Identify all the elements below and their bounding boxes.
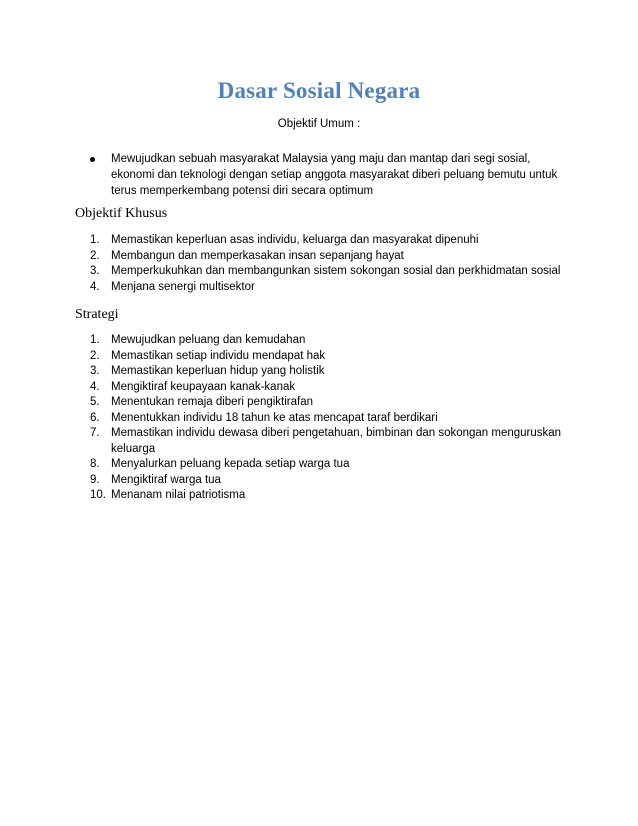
list-item bbox=[90, 249, 570, 265]
list-item-text: Memastikan setiap individu mendapat hak bbox=[111, 349, 326, 362]
list-item bbox=[90, 488, 570, 504]
list-item-number: 10. bbox=[90, 489, 106, 501]
list-item bbox=[90, 333, 570, 349]
list-item-text: Menentukkan individu 18 tahun ke atas mencapat taraf berdikari bbox=[111, 411, 438, 424]
list-item-number: 7. bbox=[90, 427, 100, 439]
list-item bbox=[90, 473, 570, 489]
page-title: Dasar Sosial Negara bbox=[217, 78, 421, 103]
list-item-text: Memastikan keperluan hidup yang holistik bbox=[111, 365, 325, 377]
list-item-text: Menanam nilai patriotisma bbox=[111, 489, 246, 501]
list-item bbox=[90, 151, 570, 199]
list-item-number: 3. bbox=[90, 265, 100, 277]
list-item bbox=[90, 395, 570, 411]
list-item-number: 4. bbox=[90, 280, 100, 293]
list-item-text: Memastikan keperluan asas individu, keluarga dan masyarakat dipenuhi bbox=[111, 234, 479, 246]
list-item bbox=[90, 364, 570, 380]
list-item bbox=[90, 349, 570, 365]
list-item-text: Menjana senergi multisektor bbox=[111, 280, 255, 293]
bullet-icon bbox=[90, 157, 95, 162]
list-item-number: 4. bbox=[90, 380, 100, 393]
list-item bbox=[90, 264, 570, 280]
list-item-text: Memperkukuhkan dan membangunkan sistem sokongan sosial dan perkhidmatan sosial bbox=[111, 265, 561, 277]
strategi-list bbox=[90, 333, 570, 504]
list-item bbox=[90, 426, 570, 457]
list-item-text: Menentukan remaja diberi pengiktirafan bbox=[111, 396, 314, 408]
list-item-number: 5. bbox=[90, 396, 100, 408]
list-item bbox=[90, 380, 570, 396]
objektif-khusus-heading: Objektif Khusus bbox=[75, 206, 168, 221]
list-item-number: 6. bbox=[90, 411, 100, 424]
list-item-number: 3. bbox=[90, 365, 100, 377]
objektif-umum-list bbox=[90, 151, 570, 199]
list-item-number: 2. bbox=[90, 349, 100, 362]
list-item-number: 1. bbox=[90, 234, 100, 246]
objektif-umum-label: Objektif Umum : bbox=[277, 118, 361, 130]
strategi-heading: Strategi bbox=[75, 307, 119, 322]
list-item-text: Menyalurkan peluang kepada setiap warga tua bbox=[111, 458, 350, 470]
list-item bbox=[90, 457, 570, 473]
list-item bbox=[90, 411, 570, 427]
list-item-text: Mengiktiraf keupayaan kanak-kanak bbox=[111, 380, 296, 393]
list-item bbox=[90, 233, 570, 249]
list-item-number: 1. bbox=[90, 334, 100, 346]
list-item bbox=[90, 280, 570, 296]
list-item-number: 2. bbox=[90, 249, 100, 262]
list-item-text: Memastikan individu dewasa diberi pengetahuan, bimbinan dan sokongan menguruskan keluarga bbox=[111, 427, 562, 455]
list-item-text: Membangun dan memperkasakan insan sepanjang hayat bbox=[111, 249, 404, 262]
list-item-text: Mewujudkan peluang dan kemudahan bbox=[111, 334, 306, 346]
objektif-khusus-list bbox=[90, 233, 570, 295]
list-item-text: Mengiktiraf warga tua bbox=[111, 473, 221, 486]
list-item-number: 8. bbox=[90, 458, 100, 470]
list-item-text: Mewujudkan sebuah masyarakat Malaysia yang maju dan mantap dari segi sosial, ekonomi dan teknologi dengan setiap anggota masyarakat diberi peluang bemutu untuk terus memperkembang potensi diri secara optimum bbox=[111, 153, 558, 197]
list-item-number: 9. bbox=[90, 473, 100, 486]
